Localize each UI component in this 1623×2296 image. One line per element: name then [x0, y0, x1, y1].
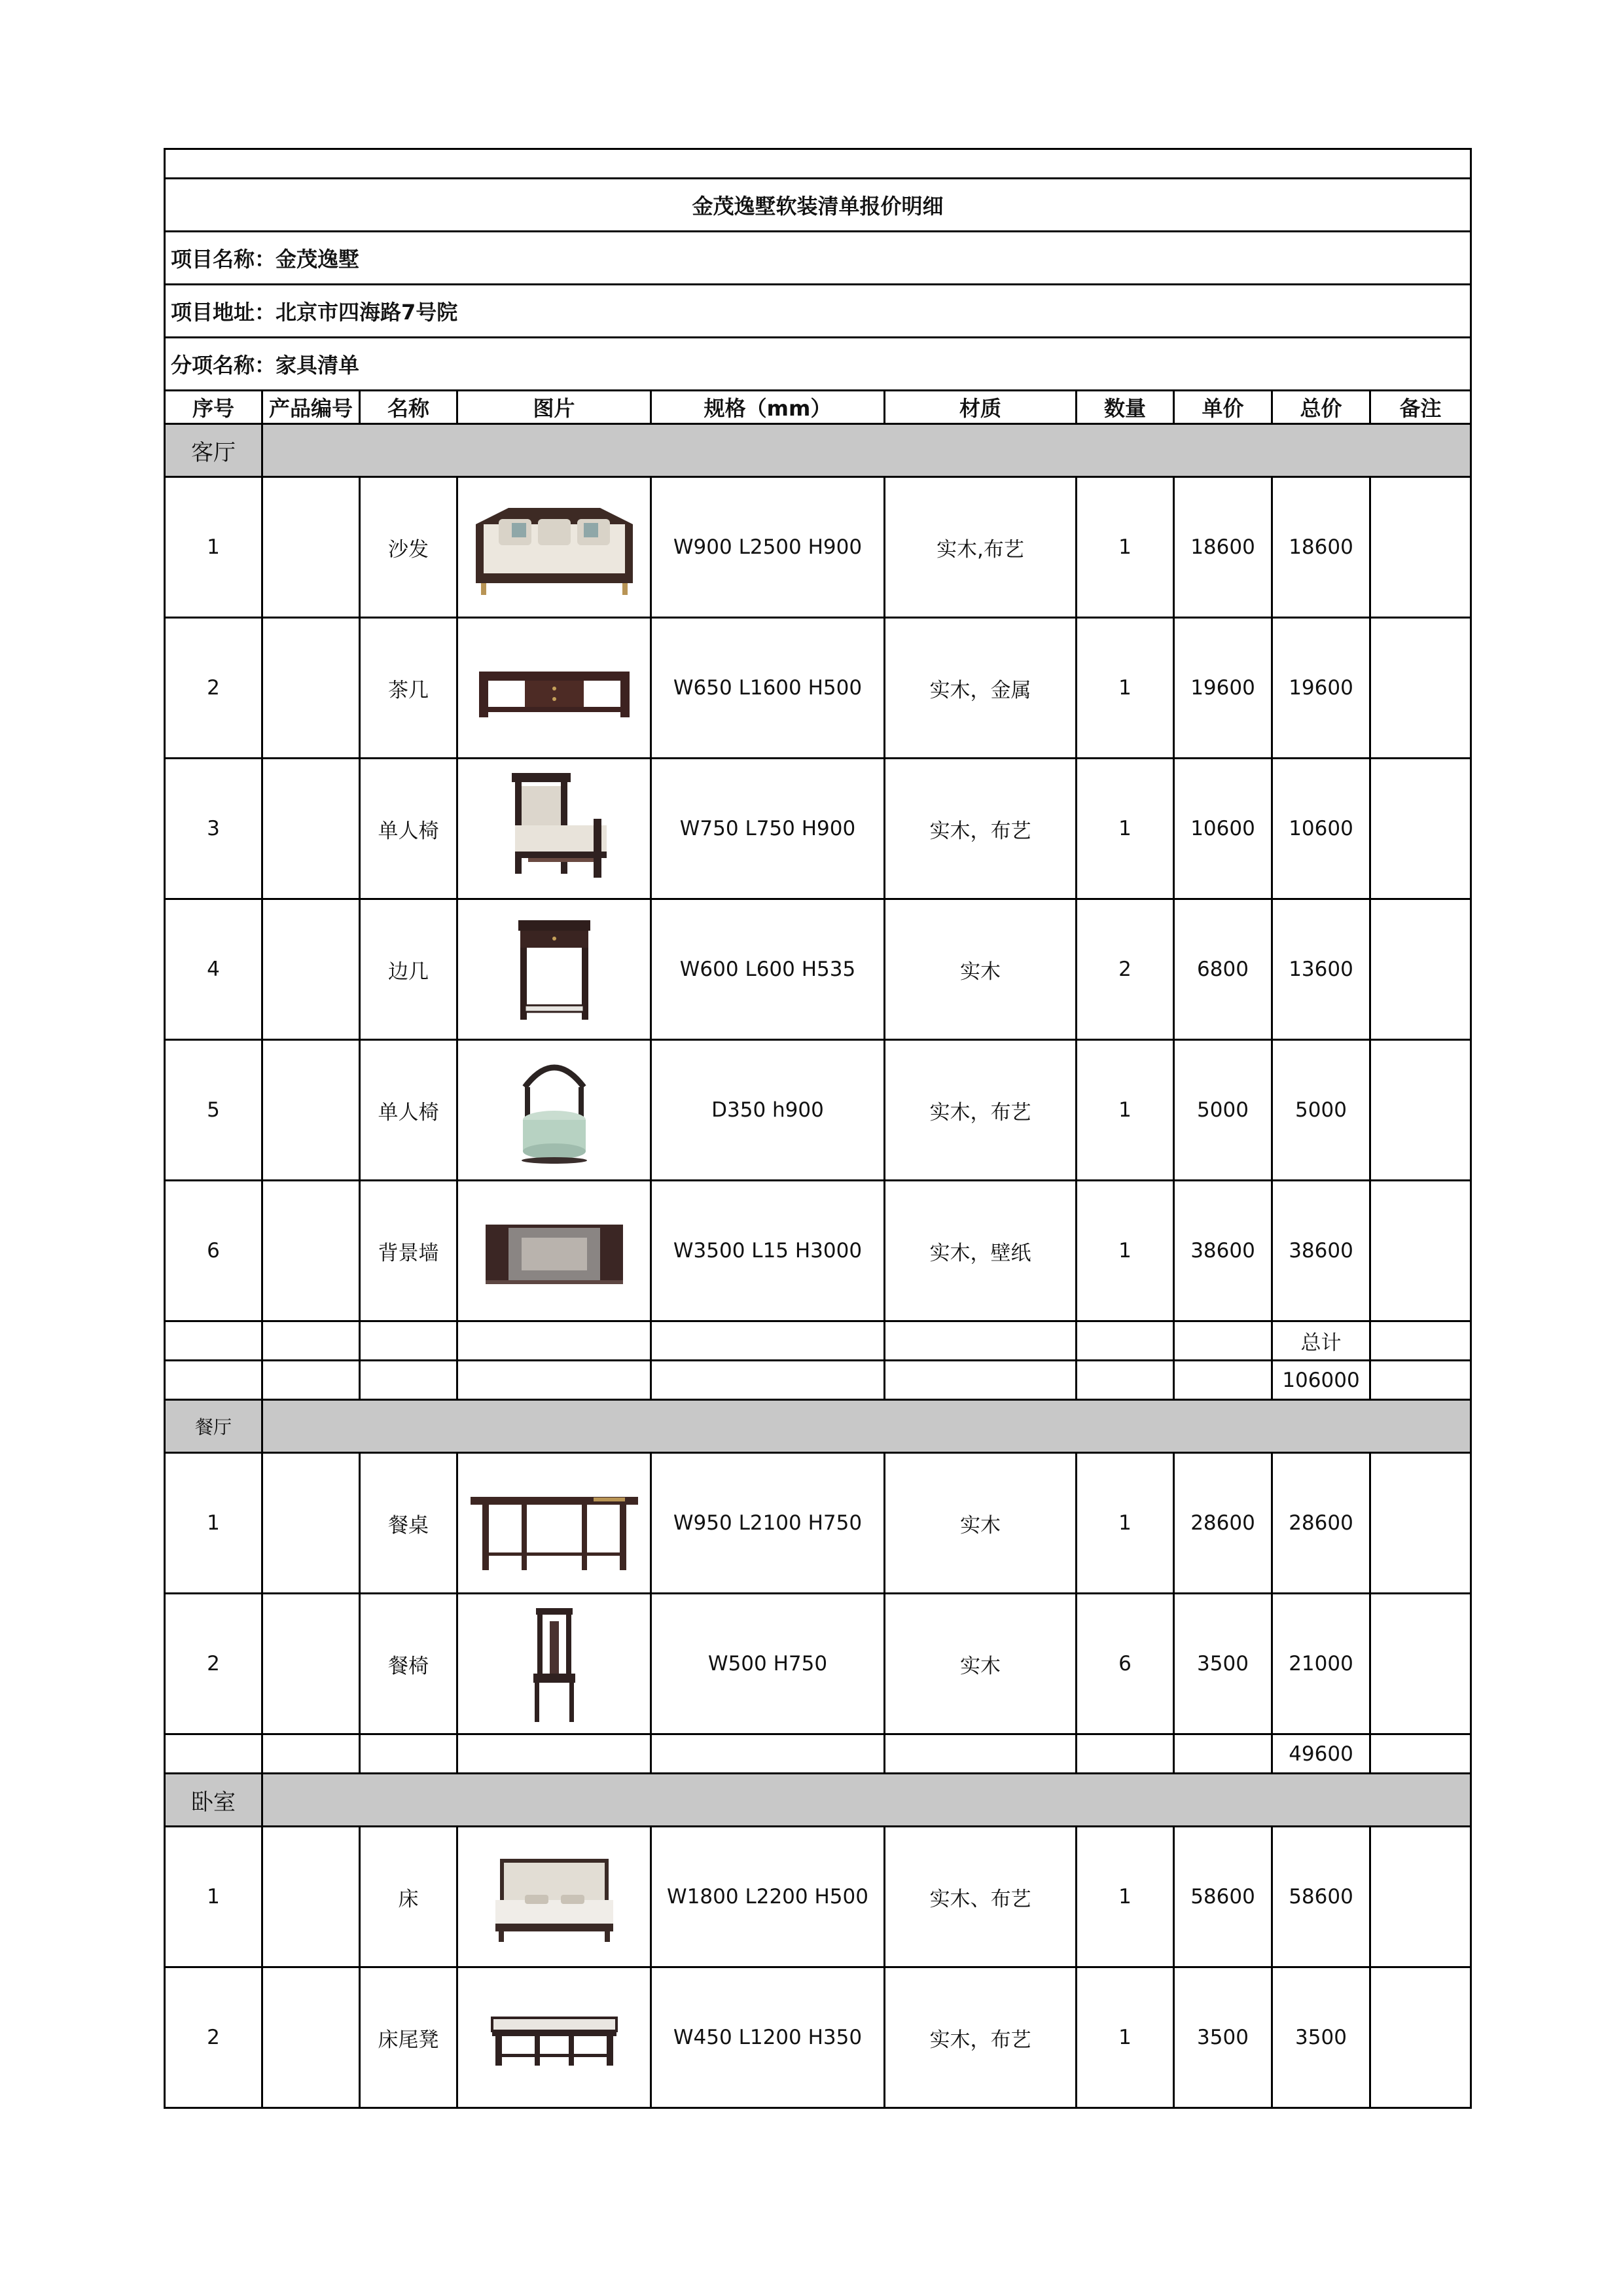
empty-cell	[457, 1361, 651, 1400]
item-total-price: 58600	[1272, 1827, 1370, 1967]
item-qty: 1	[1077, 618, 1174, 759]
section-row	[165, 1774, 1471, 1827]
empty-cell	[1077, 1361, 1174, 1400]
item-spec: W500 H750	[651, 1594, 885, 1734]
header-product-code: 产品编号	[262, 391, 360, 424]
empty-cell	[885, 1734, 1077, 1774]
item-no: 6	[165, 1181, 262, 1321]
item-total-price: 18600	[1272, 477, 1370, 618]
item-remark	[1370, 1967, 1471, 2108]
empty-cell	[457, 1321, 651, 1361]
empty-cell	[165, 1734, 262, 1774]
subtotal-value: 106000	[1272, 1361, 1370, 1400]
section-name: 餐厅	[165, 1400, 262, 1453]
item-product-code	[262, 1453, 360, 1594]
item-material: 实木	[885, 1594, 1077, 1734]
section-name: 客厅	[165, 424, 262, 477]
empty-cell	[1174, 1361, 1272, 1400]
item-remark	[1370, 1040, 1471, 1181]
subtotal-label: 总计	[1272, 1321, 1370, 1361]
bed-image	[463, 1835, 646, 1959]
item-product-code	[262, 618, 360, 759]
item-total-price: 10600	[1272, 759, 1370, 899]
item-product-code	[262, 899, 360, 1040]
item-unit-price: 28600	[1174, 1453, 1272, 1594]
item-product-code	[262, 759, 360, 899]
empty-cell	[360, 1321, 457, 1361]
item-spec: W450 L1200 H350	[651, 1967, 885, 2108]
item-no: 3	[165, 759, 262, 899]
quotation-table	[164, 148, 1472, 2109]
item-no: 4	[165, 899, 262, 1040]
item-unit-price: 58600	[1174, 1827, 1272, 1967]
section-fill	[262, 424, 1471, 477]
item-material: 实木	[885, 1453, 1077, 1594]
table-row	[165, 1827, 1471, 1967]
item-qty: 1	[1077, 1181, 1174, 1321]
subtotal-value: 49600	[1272, 1734, 1370, 1774]
empty-cell	[360, 1734, 457, 1774]
coffee-table-image	[463, 626, 646, 750]
table-row	[165, 618, 1471, 759]
item-qty: 2	[1077, 899, 1174, 1040]
item-total-price: 21000	[1272, 1594, 1370, 1734]
item-no: 5	[165, 1040, 262, 1181]
empty-cell	[457, 1734, 651, 1774]
item-image	[457, 1827, 651, 1967]
table-row	[165, 759, 1471, 899]
empty-cell	[651, 1321, 885, 1361]
item-name: 床	[360, 1827, 457, 1967]
empty-cell	[1174, 1734, 1272, 1774]
item-qty: 1	[1077, 1967, 1174, 2108]
item-no: 1	[165, 1827, 262, 1967]
header-unit-price: 单价	[1174, 391, 1272, 424]
item-no: 2	[165, 1594, 262, 1734]
item-image	[457, 759, 651, 899]
item-total-price: 28600	[1272, 1453, 1370, 1594]
empty-cell	[165, 1361, 262, 1400]
item-total-price: 13600	[1272, 899, 1370, 1040]
header-qty: 数量	[1077, 391, 1174, 424]
item-no: 1	[165, 1453, 262, 1594]
empty-cell	[1370, 1734, 1471, 1774]
side-table-image	[463, 907, 646, 1031]
item-spec: D350 h900	[651, 1040, 885, 1181]
item-unit-price: 5000	[1174, 1040, 1272, 1181]
item-image	[457, 1453, 651, 1594]
empty-cell	[1370, 1361, 1471, 1400]
section-row	[165, 1400, 1471, 1453]
item-image	[457, 618, 651, 759]
header-name: 名称	[360, 391, 457, 424]
header-total-price: 总价	[1272, 391, 1370, 424]
item-product-code	[262, 1967, 360, 2108]
item-image	[457, 1040, 651, 1181]
item-material: 实木，壁纸	[885, 1181, 1077, 1321]
item-name: 茶几	[360, 618, 457, 759]
item-unit-price: 3500	[1174, 1967, 1272, 2108]
empty-cell	[262, 1361, 360, 1400]
empty-cell	[885, 1361, 1077, 1400]
item-qty: 6	[1077, 1594, 1174, 1734]
item-product-code	[262, 1181, 360, 1321]
item-name: 沙发	[360, 477, 457, 618]
item-unit-price: 6800	[1174, 899, 1272, 1040]
dining-table-image	[463, 1461, 646, 1585]
item-material: 实木，布艺	[885, 1967, 1077, 2108]
header-image: 图片	[457, 391, 651, 424]
item-material: 实木，布艺	[885, 759, 1077, 899]
dining-chair-image	[463, 1602, 646, 1726]
sheet-title: 金茂逸墅软装清单报价明细	[165, 179, 1471, 232]
item-unit-price: 38600	[1174, 1181, 1272, 1321]
empty-cell	[1077, 1734, 1174, 1774]
item-material: 实木，布艺	[885, 1040, 1077, 1181]
item-spec: W750 L750 H900	[651, 759, 885, 899]
empty-cell	[651, 1734, 885, 1774]
item-spec: W900 L2500 H900	[651, 477, 885, 618]
subtotal-label-row	[165, 1321, 1471, 1361]
item-remark	[1370, 1594, 1471, 1734]
item-spec: W650 L1600 H500	[651, 618, 885, 759]
item-remark	[1370, 899, 1471, 1040]
project-address: 项目地址：北京市四海路7号院	[165, 285, 1471, 338]
item-material: 实木,布艺	[885, 477, 1077, 618]
item-remark	[1370, 1827, 1471, 1967]
subtotal-row	[165, 1734, 1471, 1774]
table-row	[165, 899, 1471, 1040]
empty-cell	[1174, 1321, 1272, 1361]
table-row	[165, 1967, 1471, 2108]
item-image	[457, 477, 651, 618]
item-no: 1	[165, 477, 262, 618]
item-unit-price: 19600	[1174, 618, 1272, 759]
table-row	[165, 1040, 1471, 1181]
item-product-code	[262, 1827, 360, 1967]
header-no: 序号	[165, 391, 262, 424]
item-spec: W950 L2100 H750	[651, 1453, 885, 1594]
header-spec: 规格（mm）	[651, 391, 885, 424]
empty-cell	[651, 1361, 885, 1400]
header-remark: 备注	[1370, 391, 1471, 424]
item-unit-price: 10600	[1174, 759, 1272, 899]
item-image	[457, 1181, 651, 1321]
item-qty: 1	[1077, 1040, 1174, 1181]
empty-cell	[165, 1321, 262, 1361]
item-total-price: 5000	[1272, 1040, 1370, 1181]
table-row	[165, 1594, 1471, 1734]
item-unit-price: 18600	[1174, 477, 1272, 618]
item-name: 床尾凳	[360, 1967, 457, 2108]
section-name: 卧室	[165, 1774, 262, 1827]
blank-top-row	[165, 149, 1471, 179]
table-row	[165, 1453, 1471, 1594]
item-qty: 1	[1077, 1827, 1174, 1967]
item-name: 餐椅	[360, 1594, 457, 1734]
empty-cell	[1077, 1321, 1174, 1361]
section-fill	[262, 1400, 1471, 1453]
section-fill	[262, 1774, 1471, 1827]
item-name: 背景墙	[360, 1181, 457, 1321]
item-name: 边几	[360, 899, 457, 1040]
item-remark	[1370, 1453, 1471, 1594]
table-row	[165, 1181, 1471, 1321]
item-spec: W600 L600 H535	[651, 899, 885, 1040]
header-material: 材质	[885, 391, 1077, 424]
sub-item-name: 分项名称：家具清单	[165, 338, 1471, 391]
empty-cell	[885, 1321, 1077, 1361]
empty-cell	[262, 1321, 360, 1361]
armchair-image	[463, 766, 646, 891]
header-row	[165, 391, 1471, 424]
item-image	[457, 1594, 651, 1734]
item-unit-price: 3500	[1174, 1594, 1272, 1734]
feature-wall-image	[463, 1189, 646, 1313]
item-spec: W1800 L2200 H500	[651, 1827, 885, 1967]
item-qty: 1	[1077, 759, 1174, 899]
empty-cell	[1370, 1321, 1471, 1361]
item-remark	[1370, 477, 1471, 618]
item-no: 2	[165, 618, 262, 759]
item-product-code	[262, 477, 360, 618]
item-no: 2	[165, 1967, 262, 2108]
item-image	[457, 899, 651, 1040]
item-name: 单人椅	[360, 759, 457, 899]
item-remark	[1370, 618, 1471, 759]
empty-cell	[360, 1361, 457, 1400]
item-total-price: 19600	[1272, 618, 1370, 759]
round-chair-image	[463, 1048, 646, 1172]
bench-image	[463, 1975, 646, 2100]
subtotal-row	[165, 1361, 1471, 1400]
section-row	[165, 424, 1471, 477]
item-product-code	[262, 1040, 360, 1181]
sofa-image	[463, 485, 646, 609]
item-total-price: 38600	[1272, 1181, 1370, 1321]
item-qty: 1	[1077, 1453, 1174, 1594]
item-material: 实木，金属	[885, 618, 1077, 759]
item-remark	[1370, 1181, 1471, 1321]
item-material: 实木	[885, 899, 1077, 1040]
item-image	[457, 1967, 651, 2108]
item-product-code	[262, 1594, 360, 1734]
project-name: 项目名称：金茂逸墅	[165, 232, 1471, 285]
item-name: 餐桌	[360, 1453, 457, 1594]
item-spec: W3500 L15 H3000	[651, 1181, 885, 1321]
item-qty: 1	[1077, 477, 1174, 618]
empty-cell	[262, 1734, 360, 1774]
item-material: 实木、布艺	[885, 1827, 1077, 1967]
item-name: 单人椅	[360, 1040, 457, 1181]
item-total-price: 3500	[1272, 1967, 1370, 2108]
table-row	[165, 477, 1471, 618]
item-remark	[1370, 759, 1471, 899]
